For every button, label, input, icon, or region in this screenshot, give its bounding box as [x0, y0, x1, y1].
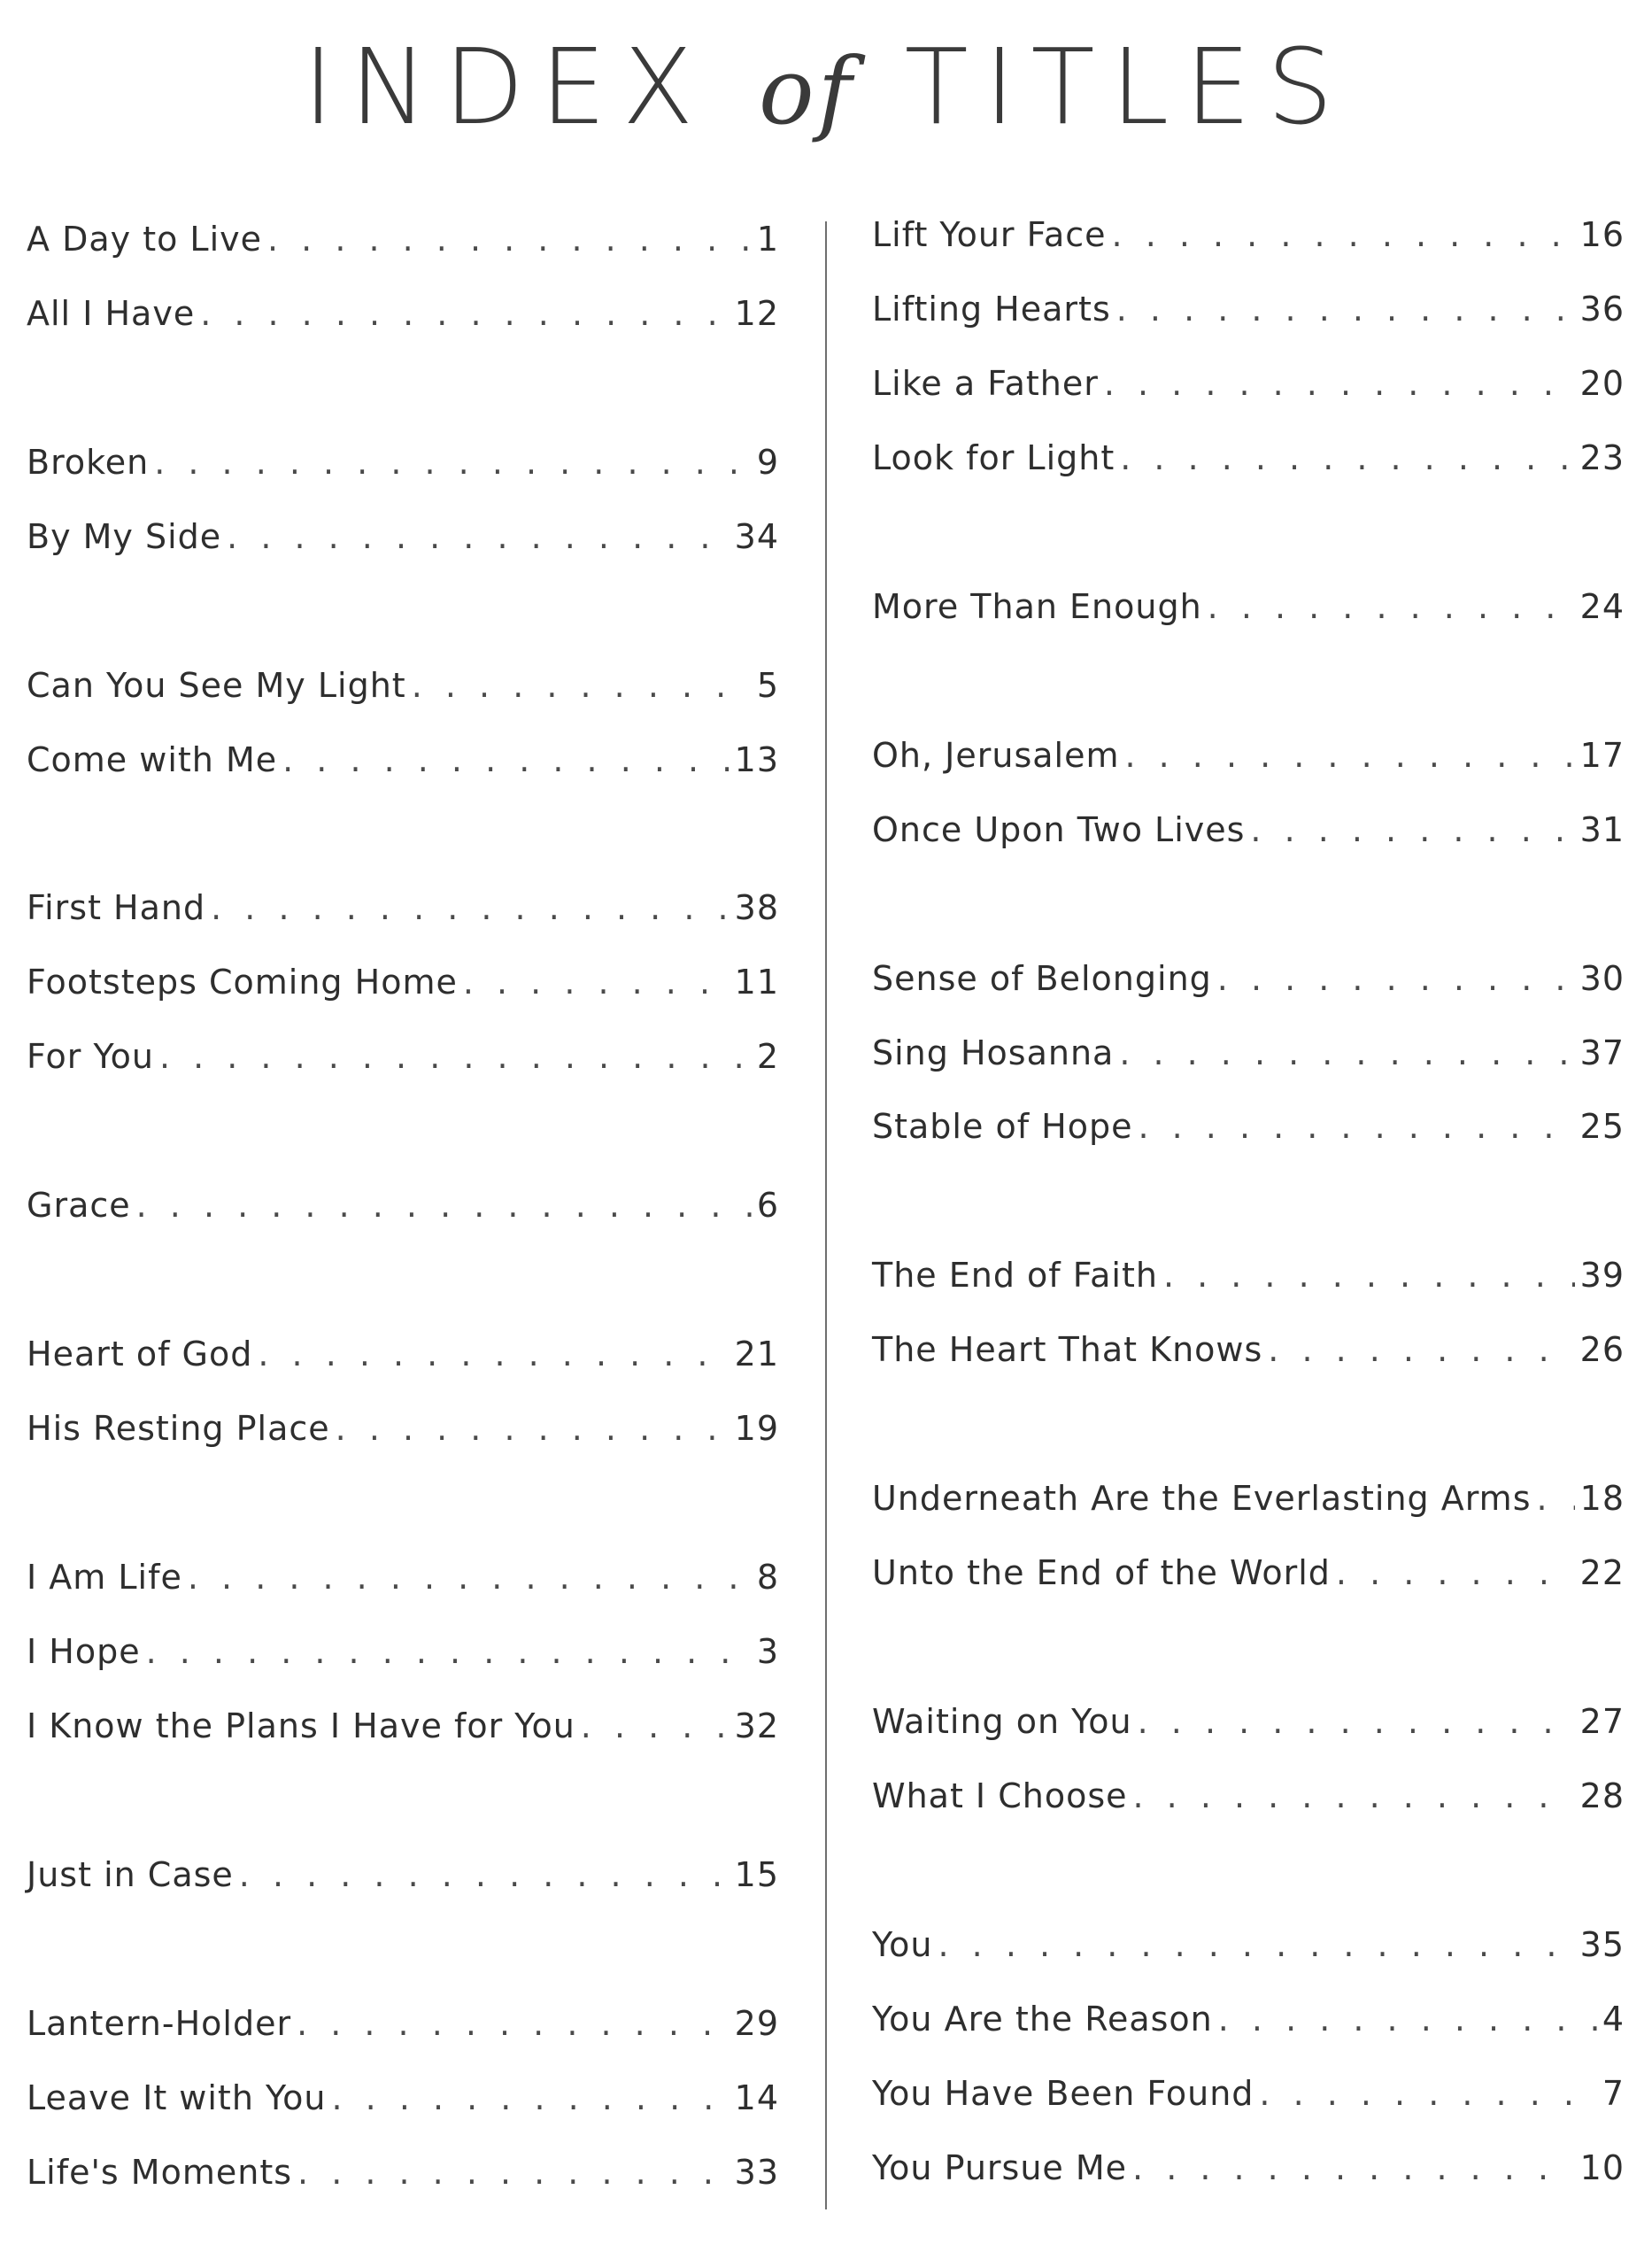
dot-leader	[412, 659, 752, 712]
entry-page: 33	[734, 2152, 779, 2192]
dot-leader	[211, 881, 730, 934]
entry-title: Like a Father	[872, 364, 1099, 404]
index-entry	[872, 1695, 1625, 1748]
page-title	[0, 25, 1652, 153]
entry-page: 19	[734, 1409, 779, 1449]
index-entry	[27, 1848, 779, 1901]
entry-page: 11	[734, 963, 779, 1002]
entry-title: Unto the End of the World	[872, 1553, 1331, 1593]
entry-title: His Resting Place	[27, 1409, 330, 1449]
entry-title: Once Upon Two Lives	[872, 809, 1246, 849]
entry-page: 38	[734, 888, 779, 928]
dot-leader	[1217, 952, 1575, 1005]
index-entry	[872, 729, 1625, 782]
entry-title: Lifting Hearts	[872, 290, 1111, 329]
entry-page: 30	[1579, 958, 1625, 998]
entry-page: 20	[1579, 364, 1625, 404]
index-entry	[872, 357, 1625, 410]
index-entry	[27, 956, 779, 1009]
index-entry	[27, 287, 779, 340]
entry-title: Underneath Are the Everlasting Arms	[872, 1479, 1532, 1519]
dot-leader	[1250, 803, 1574, 856]
dot-leader	[1163, 1249, 1575, 1302]
index-entry	[27, 1030, 779, 1083]
entry-page: 22	[1579, 1553, 1625, 1593]
entry-page: 13	[734, 739, 779, 779]
dot-leader	[1124, 729, 1574, 782]
dot-leader	[258, 1327, 729, 1381]
entry-title: The End of Faith	[872, 1256, 1158, 1296]
entry-page: 32	[734, 1706, 779, 1745]
index-entry	[872, 952, 1625, 1005]
index-entry	[872, 1546, 1625, 1599]
entry-title: I Am Life	[27, 1557, 182, 1597]
dot-leader	[267, 213, 752, 266]
dot-leader	[336, 1402, 730, 1455]
entry-title: First Hand	[27, 888, 206, 928]
dot-leader	[1104, 357, 1575, 410]
index-entry	[872, 1026, 1625, 1079]
index-entry	[872, 1249, 1625, 1302]
entry-page: 23	[1579, 437, 1625, 477]
entry-title: Oh, Jerusalem	[872, 735, 1120, 775]
entry-title: Heart of God	[27, 1335, 253, 1374]
dot-leader	[1112, 208, 1575, 261]
entry-page: 14	[734, 2077, 779, 2117]
dot-leader	[1138, 1695, 1575, 1748]
title-of: of	[759, 37, 856, 145]
dot-leader	[282, 733, 730, 786]
title-index: INDEX	[303, 26, 710, 148]
dot-leader	[297, 1997, 730, 2050]
entry-title: Leave It with You	[27, 2077, 327, 2117]
dot-leader	[239, 1848, 730, 1901]
dot-leader	[332, 2071, 730, 2124]
index-entry	[27, 2071, 779, 2124]
entry-page: 12	[734, 293, 779, 333]
entry-title: What I Choose	[872, 1776, 1128, 1815]
index-entry	[27, 2146, 779, 2199]
entry-page: 25	[1579, 1107, 1625, 1147]
dot-leader	[1133, 1769, 1575, 1822]
index-entry	[27, 436, 779, 489]
entry-page: 24	[1579, 586, 1625, 626]
dot-leader	[1259, 2067, 1596, 2120]
entry-page: 34	[734, 516, 779, 556]
entry-page: 27	[1579, 1702, 1625, 1741]
dot-leader	[1218, 1992, 1597, 2046]
dot-leader	[146, 1625, 752, 1678]
dot-leader	[154, 436, 752, 489]
column-divider	[825, 221, 827, 2209]
entry-page: 31	[1579, 809, 1625, 849]
entry-page: 29	[734, 2003, 779, 2043]
entry-title: Lantern-Holder	[27, 2003, 292, 2043]
dot-leader	[1208, 580, 1575, 633]
dot-leader	[1116, 282, 1575, 336]
entry-title: Life's Moments	[27, 2152, 293, 2192]
entry-page: 9	[756, 442, 779, 482]
index-entry	[872, 2141, 1625, 2194]
entry-title: You Are the Reason	[872, 1999, 1213, 2039]
index-entry	[27, 1179, 779, 1232]
entry-title: A Day to Live	[27, 220, 263, 259]
entry-title: By My Side	[27, 516, 222, 556]
entry-title: Can You See My Light	[27, 665, 406, 705]
dot-leader	[1132, 2141, 1575, 2194]
index-entry	[27, 1997, 779, 2050]
entry-page: 5	[756, 665, 779, 705]
entry-title: You Pursue Me	[872, 2147, 1128, 2187]
entry-title: More Than Enough	[872, 586, 1202, 626]
dot-leader	[1268, 1323, 1574, 1376]
entry-title: The Heart That Knows	[872, 1330, 1263, 1370]
entry-page: 17	[1579, 735, 1625, 775]
dot-leader	[227, 510, 729, 563]
entry-title: Broken	[27, 442, 150, 482]
index-entry	[872, 803, 1625, 856]
entry-page: 36	[1579, 290, 1625, 329]
index-entry	[27, 659, 779, 712]
index-entry	[27, 1699, 779, 1752]
entry-page: 3	[756, 1631, 779, 1671]
entry-page: 16	[1579, 215, 1625, 255]
index-entry	[872, 1323, 1625, 1376]
entry-page: 39	[1579, 1256, 1625, 1296]
entry-title: Footsteps Coming Home	[27, 963, 458, 1002]
entry-title: Stable of Hope	[872, 1107, 1133, 1147]
dot-leader	[1120, 431, 1574, 484]
dot-leader	[1119, 1026, 1574, 1079]
dot-leader	[200, 287, 729, 340]
entry-title: For You	[27, 1037, 154, 1077]
entry-title: Sing Hosanna	[872, 1033, 1115, 1072]
entry-title: You Have Been Found	[872, 2073, 1254, 2113]
entry-page: 7	[1602, 2073, 1625, 2113]
index-entry	[27, 1551, 779, 1604]
dot-leader	[188, 1551, 752, 1604]
entry-title: Lift Your Face	[872, 215, 1107, 255]
entry-page: 2	[756, 1037, 779, 1077]
dot-leader	[938, 1918, 1575, 1971]
index-entry	[872, 1769, 1625, 1822]
entry-page: 4	[1602, 1999, 1625, 2039]
index-entry	[27, 733, 779, 786]
index-entry	[872, 282, 1625, 336]
entry-page: 10	[1579, 2147, 1625, 2187]
entry-title: Waiting on You	[872, 1702, 1132, 1741]
index-entry	[27, 510, 779, 563]
dot-leader	[463, 956, 730, 1009]
dot-leader	[136, 1179, 752, 1232]
title-titles: TITLES	[904, 26, 1349, 148]
index-entry	[872, 580, 1625, 633]
dot-leader	[1336, 1546, 1575, 1599]
entry-page: 1	[756, 220, 779, 259]
index-entry	[27, 881, 779, 934]
entry-title: Grace	[27, 1186, 131, 1226]
entry-page: 18	[1579, 1479, 1625, 1519]
dot-leader	[297, 2146, 730, 2199]
entry-title: I Hope	[27, 1631, 141, 1671]
index-entry	[872, 1992, 1625, 2046]
entry-page: 21	[734, 1335, 779, 1374]
entry-page: 35	[1579, 1924, 1625, 1964]
entry-title: You	[872, 1924, 933, 1964]
index-entry	[27, 1625, 779, 1678]
index-entry	[872, 1918, 1625, 1971]
entry-page: 28	[1579, 1776, 1625, 1815]
index-entry	[872, 2067, 1625, 2120]
entry-title: Look for Light	[872, 437, 1115, 477]
entry-title: Just in Case	[27, 1854, 234, 1894]
dot-leader	[1138, 1100, 1574, 1153]
dot-leader	[1537, 1472, 1575, 1525]
entry-page: 6	[756, 1186, 779, 1226]
entry-page: 26	[1579, 1330, 1625, 1370]
entry-page: 15	[734, 1854, 779, 1894]
dot-leader	[159, 1030, 752, 1083]
index-entry	[872, 431, 1625, 484]
entry-title: I Know the Plans I Have for You	[27, 1706, 575, 1745]
index-entry	[872, 1100, 1625, 1153]
entry-title: Sense of Belonging	[872, 958, 1212, 998]
index-entry	[27, 1402, 779, 1455]
dot-leader	[581, 1699, 730, 1752]
index-entry	[872, 208, 1625, 261]
index-entry	[27, 213, 779, 266]
entry-page: 8	[756, 1557, 779, 1597]
index-entry	[872, 1472, 1625, 1525]
index-entry	[27, 1327, 779, 1381]
entry-page: 37	[1579, 1033, 1625, 1072]
entry-title: Come with Me	[27, 739, 278, 779]
entry-title: All I Have	[27, 293, 196, 333]
